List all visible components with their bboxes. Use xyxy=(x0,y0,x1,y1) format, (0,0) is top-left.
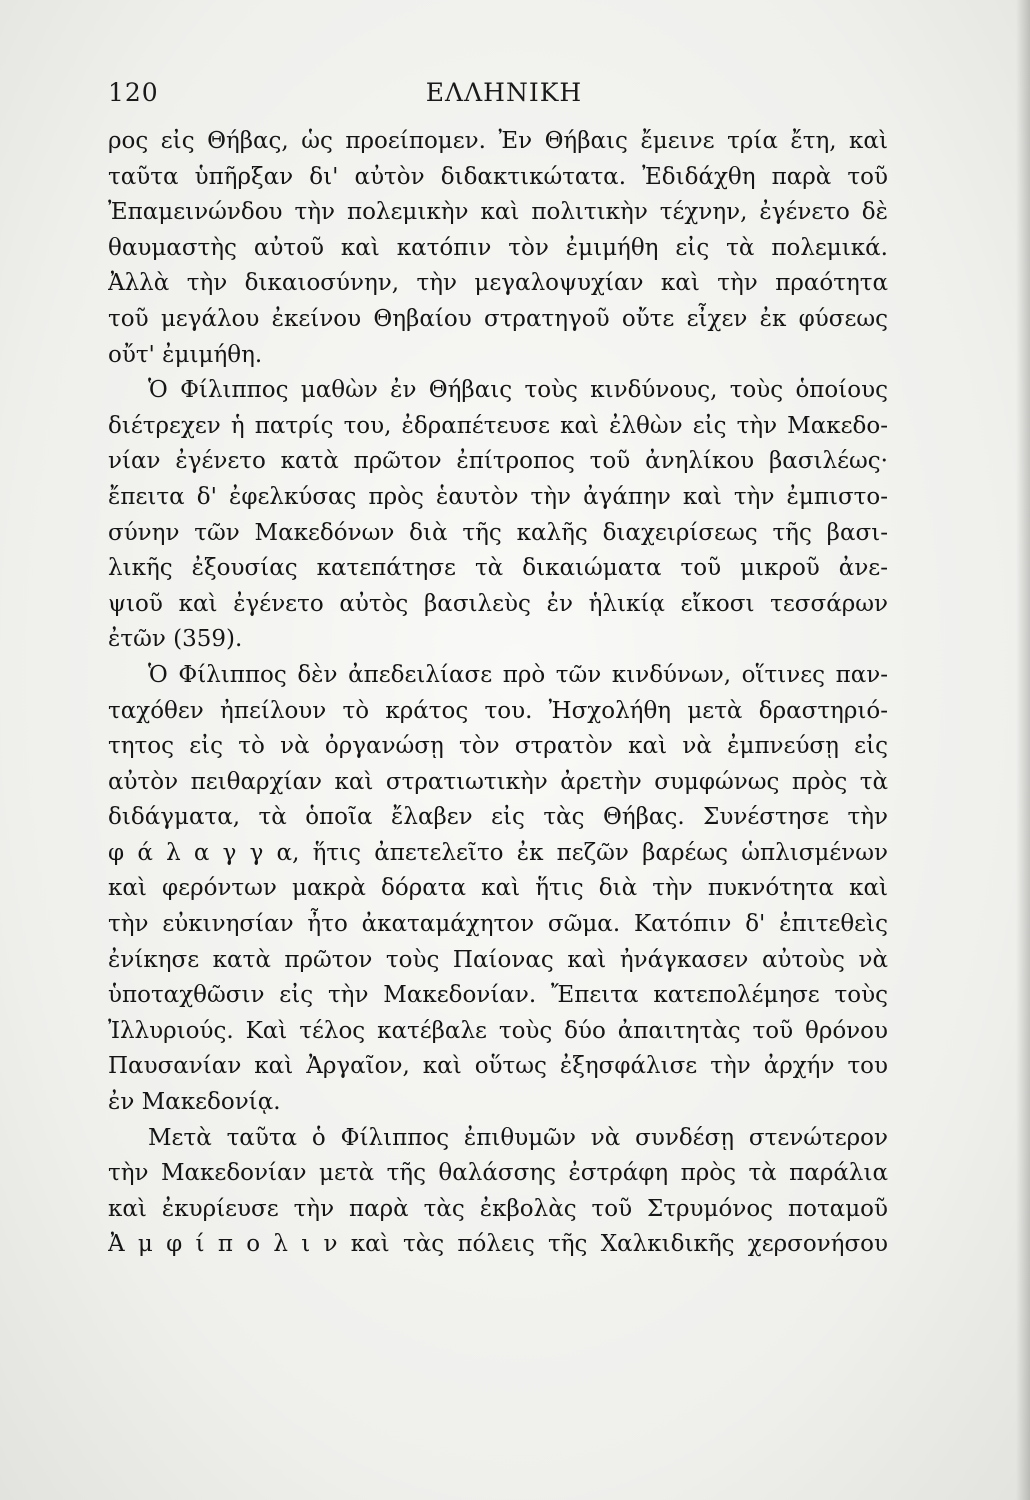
text-line: ἐν Μακεδονίᾳ. xyxy=(108,1089,281,1116)
text-line: διδάγματα, τὰ ὁποῖα ἔλαβεν εἰς τὰς Θήβας. Συνέστησε τὴν xyxy=(108,804,888,831)
page-header xyxy=(108,78,900,118)
page-edge-shadow xyxy=(1016,0,1030,1500)
text-line: αὐτὸν πειθαρχίαν καὶ στρατιωτικὴν ἀρετὴν συμφώνως πρὸς τὰ xyxy=(108,768,888,795)
text-line: τοῦ μεγάλου ἐκείνου Θηβαίου στρατηγοῦ οὔτε εἶχεν ἐκ φύσεως xyxy=(108,305,888,332)
text-line: Ἀλλὰ τὴν δικαιοσύνην, τὴν μεγαλοψυχίαν καὶ τὴν πραότητα xyxy=(108,270,888,297)
text-line: Παυσανίαν καὶ Ἀργαῖον, καὶ οὕτως ἐξησφάλισε τὴν ἀρχήν του xyxy=(108,1053,888,1080)
text-line: οὔτ' ἐμιμήθη. xyxy=(108,341,263,368)
text-line: καὶ ἐκυρίευσε τὴν παρὰ τὰς ἐκβολὰς τοῦ Στρυμόνος ποταμοῦ xyxy=(108,1195,888,1222)
text-line: τητος εἰς τὸ νὰ ὀργανώσῃ τὸν στρατὸν καὶ νὰ ἐμπνεύσῃ εἰς xyxy=(108,733,888,760)
paragraph-4 xyxy=(108,1121,888,1263)
text-line: ἔπειτα δ' ἐφελκύσας πρὸς ἑαυτὸν τὴν ἀγάπην καὶ τὴν ἐμπιστο- xyxy=(108,483,888,510)
text-line: λικῆς ἐξουσίας κατεπάτησε τὰ δικαιώματα τοῦ μικροῦ ἀνε- xyxy=(108,555,888,582)
text-line: φ ά λ α γ γ α, ἥτις ἀπετελεῖτο ἐκ πεζῶν βαρέως ὡπλισμένων xyxy=(108,839,888,866)
text-line: τὴν Μακεδονίαν μετὰ τῆς θαλάσσης ἐστράφη πρὸς τὰ παράλια xyxy=(108,1160,888,1187)
text-line: σύνην τῶν Μακεδόνων διὰ τῆς καλῆς διαχειρίσεως τῆς βασι- xyxy=(108,519,888,546)
text-line: ρος εἰς Θήβας, ὡς προείπομεν. Ἐν Θήβαις ἔμεινε τρία ἔτη, καὶ xyxy=(108,128,888,154)
text-line: Ὁ Φίλιππος μαθὼν ἐν Θήβαις τοὺς κινδύνους, τοὺς ὁποίους xyxy=(148,377,888,404)
text-line: ταῦτα ὑπῆρξαν δι' αὐτὸν διδακτικώτατα. Ἐδιδάχθη παρὰ τοῦ xyxy=(108,163,888,190)
text-line: θαυμαστὴς αὐτοῦ καὶ κατόπιν τὸν ἐμιμήθη εἰς τὰ πολεμικά. xyxy=(108,234,888,261)
text-line: ψιοῦ καὶ ἐγένετο αὐτὸς βασιλεὺς ἐν ἡλικίᾳ εἴκοσι τεσσάρων xyxy=(108,590,888,617)
text-line: ὑποταχθῶσιν εἰς τὴν Μακεδονίαν. Ἔπειτα κατεπολέμησε τοὺς xyxy=(108,982,888,1009)
text-line: ἐτῶν (359). xyxy=(108,626,243,653)
text-line: καὶ φερόντων μακρὰ δόρατα καὶ ἥτις διὰ τὴν πυκνότητα καὶ xyxy=(108,875,888,902)
page-number: 120 xyxy=(108,78,159,107)
text-line: Ἰλλυριούς. Καὶ τέλος κατέβαλε τοὺς δύο ἀπαιτητὰς τοῦ θρόνου xyxy=(108,1017,888,1044)
text-line: Ἐπαμεινώνδου τὴν πολεμικὴν καὶ πολιτικὴν τέχνην, ἐγένετο δὲ xyxy=(108,199,888,226)
text-line: ταχόθεν ἠπείλουν τὸ κράτος του. Ἠσχολήθη μετὰ δραστηριό- xyxy=(108,697,888,724)
paragraph-1 xyxy=(108,124,888,373)
text-line: Ἀ μ φ ί π ο λ ι ν καὶ τὰς πόλεις τῆς Χαλκιδικῆς χερσονήσου xyxy=(108,1231,888,1258)
text-line: διέτρεχεν ἡ πατρίς του, ἐδραπέτευσε καὶ ἐλθὼν εἰς τὴν Μακεδο- xyxy=(108,412,888,439)
body-text xyxy=(108,124,888,1263)
text-line: Μετὰ ταῦτα ὁ Φίλιππος ἐπιθυμῶν νὰ συνδέσῃ στενώτερον xyxy=(148,1124,888,1151)
running-head: ΕΛΛΗΝΙΚΗ xyxy=(425,78,583,107)
text-line: Ὁ Φίλιππος δὲν ἀπεδειλίασε πρὸ τῶν κινδύνων, οἵτινες παν- xyxy=(148,661,888,688)
paragraph-3 xyxy=(108,658,888,1121)
paragraph-2 xyxy=(108,373,888,658)
text-line: τὴν εὐκινησίαν ἦτο ἀκαταμάχητον σῶμα. Κατόπιν δ' ἐπιτεθεὶς xyxy=(108,911,888,938)
text-line: ἐνίκησε κατὰ πρῶτον τοὺς Παίονας καὶ ἠνάγκασεν αὐτοὺς νὰ xyxy=(108,946,888,973)
text-line: νίαν ἐγένετο κατὰ πρῶτον ἐπίτροπος τοῦ ἀνηλίκου βασιλέως· xyxy=(108,448,888,475)
